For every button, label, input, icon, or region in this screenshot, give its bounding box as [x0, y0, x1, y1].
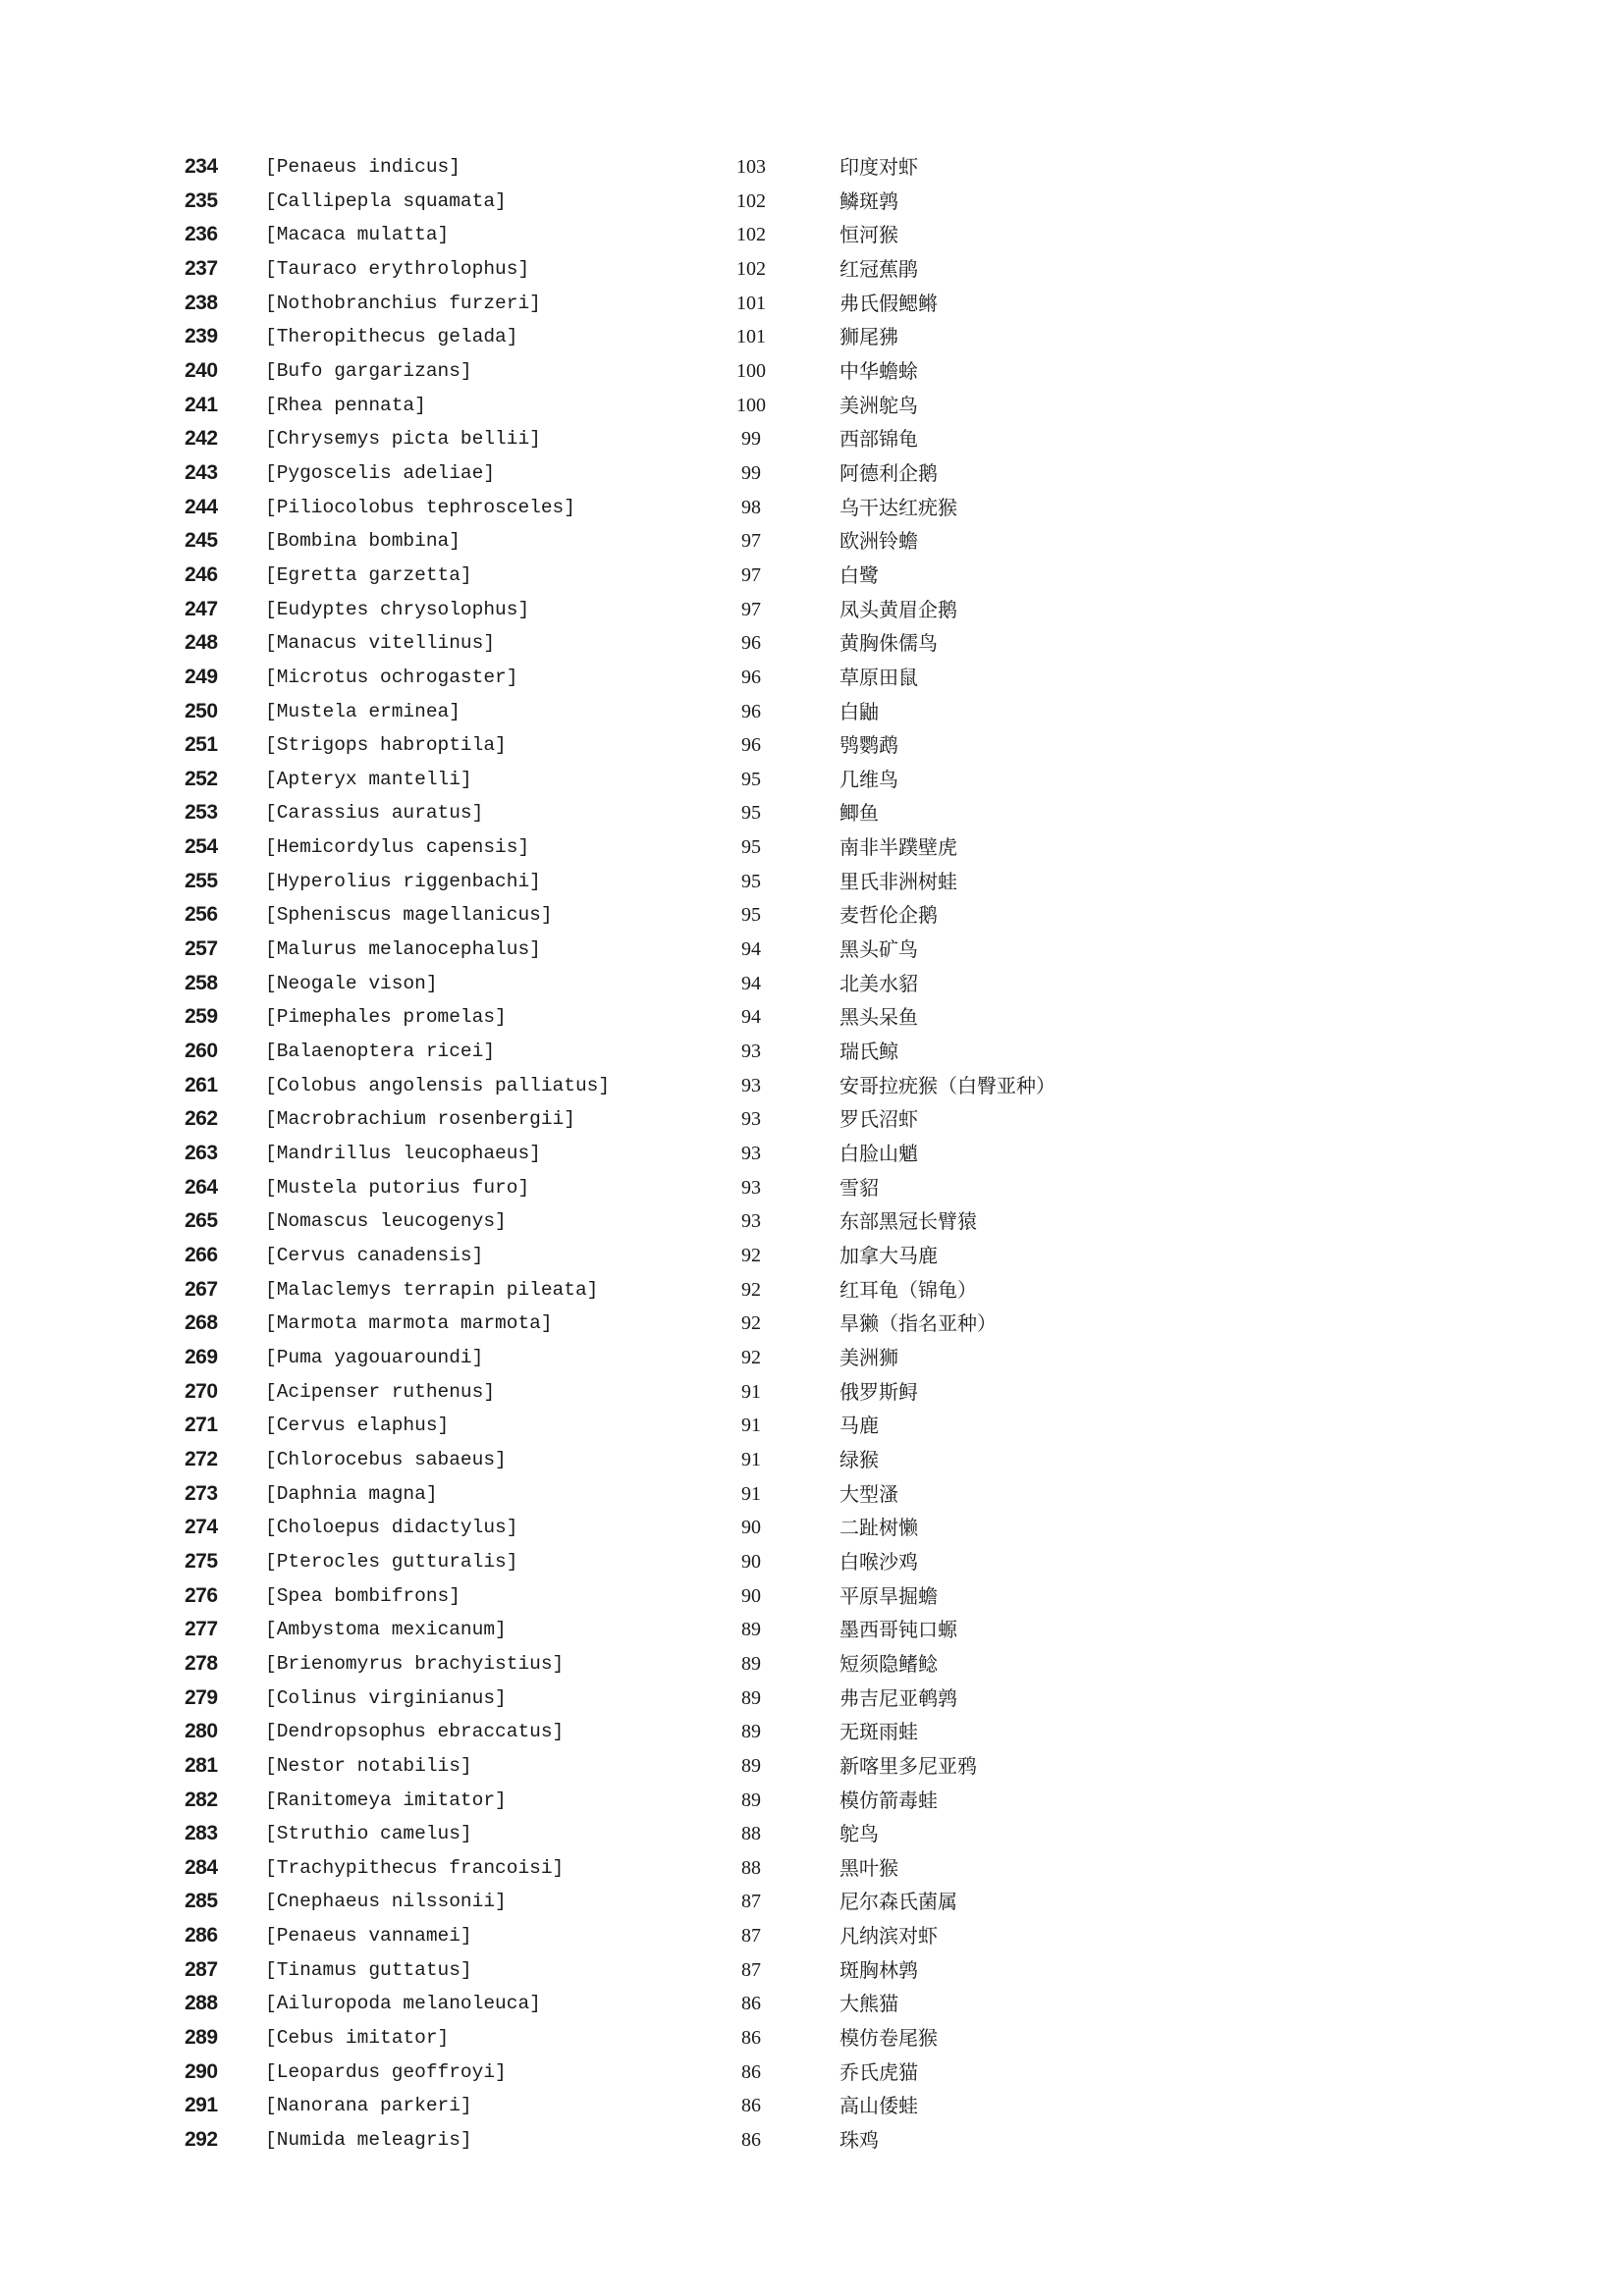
scientific-name: [Carassius auratus]: [265, 802, 484, 825]
chinese-name: 斑胸林鹑: [839, 1957, 918, 1982]
count-value: 102: [736, 224, 766, 246]
count-value: 92: [741, 1245, 761, 1266]
count-value: 94: [741, 938, 761, 961]
rank-number: 259: [185, 1005, 218, 1029]
scientific-name: [Nomascus leucogenys]: [265, 1210, 507, 1233]
chinese-name: 高山倭蛙: [839, 2094, 918, 2118]
chinese-name: 瑞氏鲸: [839, 1040, 898, 1064]
table-row: [0, 456, 1624, 491]
chinese-name: 红耳龟（锦龟）: [839, 1277, 977, 1302]
chinese-name: 几维鸟: [839, 767, 898, 791]
table-row: [0, 865, 1624, 899]
table-row: [0, 389, 1624, 423]
chinese-name: 阿德利企鹅: [839, 460, 938, 485]
table-row: [0, 1000, 1624, 1035]
scientific-name: [Cervus canadensis]: [265, 1245, 484, 1266]
chinese-name: 旱獭（指名亚种）: [839, 1311, 997, 1336]
table-row: [0, 1239, 1624, 1273]
table-row: [0, 422, 1624, 456]
count-value: 87: [741, 1891, 761, 1913]
count-value: 96: [741, 632, 761, 655]
count-value: 89: [741, 1652, 761, 1675]
scientific-name: [Ambystoma mexicanum]: [265, 1619, 507, 1641]
count-value: 101: [736, 292, 766, 314]
chinese-name: 南非半蹼壁虎: [839, 835, 957, 860]
rank-number: 271: [185, 1414, 218, 1437]
scientific-name: [Acipenser ruthenus]: [265, 1380, 496, 1403]
table-row: [0, 1035, 1624, 1069]
chinese-name: 中华蟾蜍: [839, 358, 918, 383]
chinese-name: 白脸山魈: [839, 1142, 918, 1166]
rank-number: 247: [185, 597, 218, 620]
scientific-name: [Ranitomeya imitator]: [265, 1789, 507, 1811]
rank-number: 280: [185, 1720, 218, 1743]
chinese-name: 恒河猴: [839, 223, 898, 247]
chinese-name: 乔氏虎猫: [839, 2059, 918, 2084]
scientific-name: [Cebus imitator]: [265, 2027, 450, 2050]
scientific-name: [Callipepla squamata]: [265, 189, 507, 212]
count-value: 89: [741, 1721, 761, 1743]
count-value: 89: [741, 1754, 761, 1777]
table-row: [0, 1273, 1624, 1308]
chinese-name: 鸵鸟: [839, 1822, 879, 1846]
scientific-name: [Neogale vison]: [265, 972, 438, 994]
chinese-name: 加拿大马鹿: [839, 1244, 938, 1267]
count-value: 102: [736, 257, 766, 280]
rank-number: 243: [185, 460, 218, 484]
table-row: [0, 1885, 1624, 1919]
rank-number: 256: [185, 903, 218, 927]
count-value: 90: [741, 1584, 761, 1607]
table-row: [0, 320, 1624, 354]
scientific-name: [Nothobranchius furzeri]: [265, 292, 541, 314]
table-row: [0, 287, 1624, 321]
count-value: 100: [736, 394, 766, 416]
chinese-name: 草原田鼠: [839, 665, 918, 689]
count-value: 93: [741, 1074, 761, 1096]
scientific-name: [Cnephaeus nilssonii]: [265, 1891, 507, 1913]
table-row: [0, 1477, 1624, 1512]
chinese-name: 大熊猫: [839, 1992, 898, 2016]
chinese-name: 黑头矿鸟: [839, 937, 918, 962]
scientific-name: [Malaclemys terrapin pileata]: [265, 1278, 599, 1301]
rank-number: 269: [185, 1345, 218, 1368]
table-row: [0, 661, 1624, 695]
scientific-name: [Struthio camelus]: [265, 1823, 472, 1845]
chinese-name: 二趾树懒: [839, 1516, 918, 1540]
chinese-name: 黄胸侏儒鸟: [839, 631, 938, 656]
rank-number: 254: [185, 835, 218, 859]
scientific-name: [Pygoscelis adeliae]: [265, 461, 496, 484]
chinese-name: 红冠蕉鹃: [839, 256, 918, 281]
count-value: 91: [741, 1415, 761, 1437]
scientific-name: [Tinamus guttatus]: [265, 1958, 472, 1981]
species-list: [0, 150, 1624, 2158]
count-value: 86: [741, 2027, 761, 2050]
table-row: [0, 593, 1624, 627]
scientific-name: [Macrobrachium rosenbergii]: [265, 1108, 575, 1131]
chinese-name: 雪貂: [839, 1175, 879, 1200]
scientific-name: [Theropithecus gelada]: [265, 326, 518, 348]
rank-number: 260: [185, 1040, 218, 1063]
chinese-name: 黑叶猴: [839, 1855, 898, 1880]
table-row: [0, 218, 1624, 252]
rank-number: 281: [185, 1753, 218, 1777]
table-row: [0, 1784, 1624, 1818]
count-value: 99: [741, 461, 761, 484]
count-value: 86: [741, 2129, 761, 2152]
chinese-name: 鲫鱼: [839, 801, 879, 826]
rank-number: 250: [185, 699, 218, 722]
scientific-name: [Strigops habroptila]: [265, 734, 507, 757]
scientific-name: [Microtus ochrogaster]: [265, 666, 518, 688]
rank-number: 278: [185, 1651, 218, 1675]
table-row: [0, 1545, 1624, 1579]
chinese-name: 美洲鸵鸟: [839, 393, 918, 417]
table-row: [0, 1919, 1624, 1953]
scientific-name: [Marmota marmota marmota]: [265, 1312, 553, 1335]
table-row: [0, 1307, 1624, 1341]
rank-number: 274: [185, 1516, 218, 1539]
count-value: 97: [741, 563, 761, 586]
scientific-name: [Dendropsophus ebraccatus]: [265, 1721, 565, 1743]
table-row: [0, 1613, 1624, 1647]
chinese-name: 珠鸡: [839, 2128, 879, 2153]
rank-number: 268: [185, 1311, 218, 1335]
table-row: [0, 2021, 1624, 2056]
count-value: 88: [741, 1856, 761, 1879]
chinese-name: 大型溞: [839, 1481, 898, 1506]
chinese-name: 麦哲伦企鹅: [839, 903, 938, 928]
count-value: 93: [741, 1108, 761, 1131]
table-row: [0, 1647, 1624, 1682]
chinese-name: 模仿卷尾猴: [839, 2026, 938, 2051]
table-row: [0, 1102, 1624, 1137]
count-value: 92: [741, 1312, 761, 1335]
count-value: 91: [741, 1448, 761, 1470]
chinese-name: 短须隐鳍鲶: [839, 1651, 938, 1676]
chinese-name: 黑头呆鱼: [839, 1005, 918, 1030]
rank-number: 238: [185, 291, 218, 314]
table-row: [0, 1204, 1624, 1239]
table-row: [0, 1341, 1624, 1375]
count-value: 96: [741, 700, 761, 722]
scientific-name: [Pterocles gutturalis]: [265, 1550, 518, 1573]
count-value: 93: [741, 1143, 761, 1165]
rank-number: 270: [185, 1379, 218, 1403]
chinese-name: 乌干达红疣猴: [839, 495, 957, 519]
scientific-name: [Puma yagouaroundi]: [265, 1346, 484, 1368]
chinese-name: 印度对虾: [839, 155, 918, 179]
scientific-name: [Mustela erminea]: [265, 700, 460, 722]
scientific-name: [Daphnia magna]: [265, 1482, 438, 1505]
table-row: [0, 1851, 1624, 1886]
rank-number: 258: [185, 971, 218, 994]
scientific-name: [Rhea pennata]: [265, 394, 426, 416]
scientific-name: [Spheniscus magellanicus]: [265, 904, 553, 927]
chinese-name: 尼尔森氏菌属: [839, 1890, 957, 1914]
rank-number: 263: [185, 1142, 218, 1165]
count-value: 94: [741, 1006, 761, 1029]
chinese-name: 里氏非洲树蛙: [839, 869, 957, 893]
table-row: [0, 252, 1624, 287]
chinese-name: 安哥拉疣猴（白臀亚种）: [839, 1073, 1056, 1097]
rank-number: 237: [185, 256, 218, 280]
chinese-name: 新喀里多尼亚鸦: [839, 1753, 977, 1778]
chinese-name: 鳞斑鹑: [839, 188, 898, 213]
rank-number: 288: [185, 1992, 218, 2015]
scientific-name: [Chlorocebus sabaeus]: [265, 1448, 507, 1470]
rank-number: 276: [185, 1583, 218, 1607]
scientific-name: [Manacus vitellinus]: [265, 632, 496, 655]
rank-number: 239: [185, 325, 218, 348]
table-row: [0, 1749, 1624, 1784]
table-row: [0, 2056, 1624, 2090]
count-value: 98: [741, 496, 761, 518]
count-value: 93: [741, 1210, 761, 1233]
scientific-name: [Nestor notabilis]: [265, 1754, 472, 1777]
scientific-name: [Chrysemys picta bellii]: [265, 428, 541, 451]
table-row: [0, 967, 1624, 1001]
table-row: [0, 354, 1624, 389]
rank-number: 273: [185, 1481, 218, 1505]
chinese-name: 白鼬: [839, 699, 879, 723]
count-value: 99: [741, 428, 761, 451]
count-value: 93: [741, 1041, 761, 1063]
rank-number: 253: [185, 801, 218, 825]
rank-number: 282: [185, 1788, 218, 1811]
scientific-name: [Hyperolius riggenbachi]: [265, 870, 541, 892]
scientific-name: [Trachypithecus francoisi]: [265, 1856, 565, 1879]
rank-number: 235: [185, 188, 218, 212]
rank-number: 249: [185, 665, 218, 688]
table-row: [0, 2089, 1624, 2123]
table-row: [0, 1171, 1624, 1205]
count-value: 89: [741, 1686, 761, 1709]
chinese-name: 马鹿: [839, 1414, 879, 1438]
table-row: [0, 728, 1624, 763]
rank-number: 267: [185, 1277, 218, 1301]
count-value: 95: [741, 768, 761, 790]
chinese-name: 凤头黄眉企鹅: [839, 597, 957, 621]
chinese-name: 俄罗斯鲟: [839, 1379, 918, 1404]
chinese-name: 鸮鹦鹉: [839, 733, 898, 758]
scientific-name: [Eudyptes chrysolophus]: [265, 598, 530, 620]
count-value: 91: [741, 1380, 761, 1403]
count-value: 103: [736, 156, 766, 178]
scientific-name: [Macaca mulatta]: [265, 224, 450, 246]
rank-number: 275: [185, 1549, 218, 1573]
rank-number: 286: [185, 1924, 218, 1948]
rank-number: 292: [185, 2128, 218, 2152]
scientific-name: [Penaeus vannamei]: [265, 1925, 472, 1948]
table-row: [0, 1137, 1624, 1171]
chinese-name: 白喉沙鸡: [839, 1549, 918, 1574]
scientific-name: [Brienomyrus brachyistius]: [265, 1652, 565, 1675]
scientific-name: [Egretta garzetta]: [265, 563, 472, 586]
rank-number: 284: [185, 1855, 218, 1879]
scientific-name: [Leopardus geoffroyi]: [265, 2060, 507, 2083]
table-row: [0, 185, 1624, 219]
rank-number: 255: [185, 869, 218, 892]
table-row: [0, 626, 1624, 661]
rank-number: 245: [185, 529, 218, 553]
scientific-name: [Apteryx mantelli]: [265, 768, 472, 790]
scientific-name: [Bufo gargarizans]: [265, 359, 472, 382]
chinese-name: 北美水貂: [839, 971, 918, 995]
chinese-name: 东部黑冠长臂猿: [839, 1209, 977, 1234]
rank-number: 252: [185, 767, 218, 790]
count-value: 93: [741, 1176, 761, 1199]
table-row: [0, 1443, 1624, 1477]
rank-number: 257: [185, 937, 218, 961]
table-row: [0, 1409, 1624, 1443]
count-value: 96: [741, 666, 761, 688]
table-row: [0, 524, 1624, 559]
rank-number: 287: [185, 1957, 218, 1981]
table-row: [0, 1682, 1624, 1716]
rank-number: 240: [185, 358, 218, 382]
count-value: 95: [741, 870, 761, 892]
table-row: [0, 1715, 1624, 1749]
chinese-name: 罗氏沼虾: [839, 1107, 918, 1132]
rank-number: 246: [185, 562, 218, 586]
chinese-name: 墨西哥钝口螈: [839, 1618, 957, 1642]
count-value: 94: [741, 972, 761, 994]
chinese-name: 美洲狮: [839, 1345, 898, 1369]
count-value: 96: [741, 734, 761, 757]
scientific-name: [Pimephales promelas]: [265, 1006, 507, 1029]
scientific-name: [Mandrillus leucophaeus]: [265, 1143, 541, 1165]
rank-number: 264: [185, 1175, 218, 1199]
rank-number: 277: [185, 1618, 218, 1641]
table-row: [0, 695, 1624, 729]
scientific-name: [Bombina bombina]: [265, 530, 460, 553]
count-value: 90: [741, 1550, 761, 1573]
scientific-name: [Mustela putorius furo]: [265, 1176, 530, 1199]
count-value: 101: [736, 326, 766, 348]
scientific-name: [Ailuropoda melanoleuca]: [265, 1993, 541, 2015]
table-row: [0, 830, 1624, 865]
rank-number: 248: [185, 631, 218, 655]
rank-number: 262: [185, 1107, 218, 1131]
count-value: 89: [741, 1789, 761, 1811]
table-row: [0, 898, 1624, 933]
table-row: [0, 1953, 1624, 1988]
scientific-name: [Cervus elaphus]: [265, 1415, 450, 1437]
chinese-name: 无斑雨蛙: [839, 1720, 918, 1744]
rank-number: 266: [185, 1244, 218, 1266]
table-row: [0, 150, 1624, 185]
rank-number: 283: [185, 1822, 218, 1845]
scientific-name: [Spea bombifrons]: [265, 1584, 460, 1607]
scientific-name: [Choloepus didactylus]: [265, 1517, 518, 1539]
scientific-name: [Hemicordylus capensis]: [265, 836, 530, 859]
count-value: 97: [741, 598, 761, 620]
count-value: 89: [741, 1619, 761, 1641]
scientific-name: [Malurus melanocephalus]: [265, 938, 541, 961]
chinese-name: 欧洲铃蟾: [839, 529, 918, 554]
chinese-name: 绿猴: [839, 1447, 879, 1471]
table-row: [0, 1817, 1624, 1851]
count-value: 100: [736, 359, 766, 382]
rank-number: 279: [185, 1685, 218, 1709]
table-row: [0, 1375, 1624, 1410]
count-value: 86: [741, 2095, 761, 2117]
count-value: 97: [741, 530, 761, 553]
chinese-name: 模仿箭毒蛙: [839, 1788, 938, 1812]
count-value: 90: [741, 1517, 761, 1539]
table-row: [0, 763, 1624, 797]
table-row: [0, 933, 1624, 967]
scientific-name: [Nanorana parkeri]: [265, 2095, 472, 2117]
chinese-name: 弗吉尼亚鹌鹑: [839, 1685, 957, 1710]
rank-number: 289: [185, 2026, 218, 2050]
scientific-name: [Colinus virginianus]: [265, 1686, 507, 1709]
rank-number: 242: [185, 427, 218, 451]
rank-number: 244: [185, 495, 218, 518]
rank-number: 285: [185, 1890, 218, 1913]
table-row: [0, 796, 1624, 830]
chinese-name: 白鹭: [839, 562, 879, 587]
table-row: [0, 491, 1624, 525]
rank-number: 251: [185, 733, 218, 757]
table-row: [0, 1987, 1624, 2021]
rank-number: 290: [185, 2059, 218, 2083]
count-value: 95: [741, 904, 761, 927]
rank-number: 241: [185, 393, 218, 416]
chinese-name: 西部锦龟: [839, 427, 918, 452]
count-value: 92: [741, 1346, 761, 1368]
scientific-name: [Colobus angolensis palliatus]: [265, 1074, 611, 1096]
chinese-name: 弗氏假鳃鳉: [839, 291, 938, 315]
count-value: 86: [741, 1993, 761, 2015]
chinese-name: 平原旱掘蟾: [839, 1583, 938, 1608]
scientific-name: [Balaenoptera ricei]: [265, 1041, 496, 1063]
count-value: 87: [741, 1958, 761, 1981]
rank-number: 261: [185, 1073, 218, 1096]
table-row: [0, 1069, 1624, 1103]
rank-number: 272: [185, 1447, 218, 1470]
rank-number: 291: [185, 2094, 218, 2117]
scientific-name: [Tauraco erythrolophus]: [265, 257, 530, 280]
rank-number: 234: [185, 155, 218, 178]
count-value: 88: [741, 1823, 761, 1845]
chinese-name: 狮尾狒: [839, 325, 898, 349]
count-value: 91: [741, 1482, 761, 1505]
scientific-name: [Piliocolobus tephrosceles]: [265, 496, 575, 518]
rank-number: 265: [185, 1209, 218, 1233]
scientific-name: [Penaeus indicus]: [265, 156, 460, 178]
table-row: [0, 559, 1624, 593]
rank-number: 236: [185, 223, 218, 246]
count-value: 92: [741, 1278, 761, 1301]
count-value: 102: [736, 189, 766, 212]
chinese-name: 凡纳滨对虾: [839, 1924, 938, 1949]
scientific-name: [Numida meleagris]: [265, 2129, 472, 2152]
table-row: [0, 1579, 1624, 1614]
count-value: 95: [741, 802, 761, 825]
count-value: 87: [741, 1925, 761, 1948]
count-value: 86: [741, 2060, 761, 2083]
count-value: 95: [741, 836, 761, 859]
table-row: [0, 2123, 1624, 2158]
table-row: [0, 1511, 1624, 1545]
